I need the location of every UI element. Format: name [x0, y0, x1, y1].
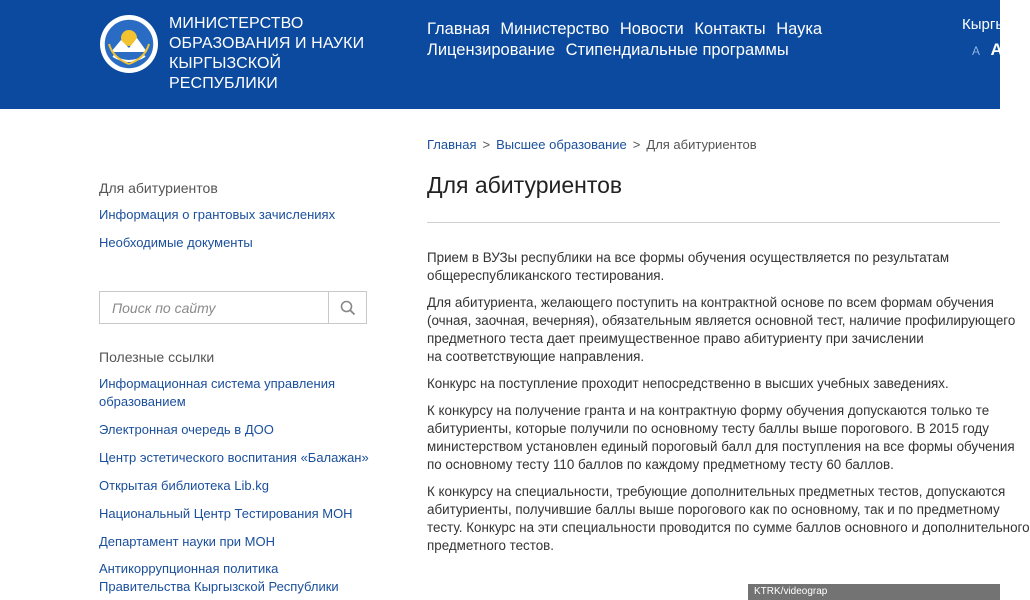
search-button[interactable]: [328, 292, 366, 323]
paragraph-line: Прием в ВУЗы республики на все формы обучения осуществляется по результатам: [427, 250, 950, 265]
sidebar-link-grant-info[interactable]: Информация о грантовых зачислениях: [99, 207, 336, 222]
nav-item-science[interactable]: Наука: [776, 20, 823, 38]
article-paragraph: [427, 294, 1016, 366]
useful-link-library[interactable]: Открытая библиотека Lib.kg: [99, 478, 269, 493]
font-size-large-button[interactable]: A: [990, 40, 1003, 59]
article-paragraph: [427, 375, 1000, 393]
sidebar-section-title: Для абитуриентов: [99, 180, 218, 196]
search-icon: [340, 300, 356, 316]
useful-link-line: Информационная система управления: [99, 376, 336, 391]
useful-link-edu-system[interactable]: [99, 375, 379, 411]
paragraph-line: Конкурс на поступление проходит непосредственно в высших учебных заведениях.: [427, 376, 949, 391]
article-paragraph: [427, 249, 1000, 285]
ministry-name[interactable]: [169, 14, 389, 94]
paragraph-line: Для абитуриента, желающего поступить на контрактной основе по всем формам обучения: [427, 295, 994, 310]
nav-item-scholarships[interactable]: Стипендиальные программы: [565, 41, 789, 59]
site-header: [0, 0, 1029, 109]
useful-link-line: Антикоррупционная политика: [99, 561, 279, 576]
breadcrumb-separator: >: [632, 137, 641, 152]
ministry-name-line: ОБРАЗОВАНИЯ И НАУКИ: [169, 35, 365, 52]
video-watermark: KTRK/videograp: [748, 584, 1000, 600]
paragraph-line: предметного тестов.: [427, 538, 554, 553]
breadcrumb-current: Для абитуриентов: [646, 137, 757, 152]
search-input[interactable]: [100, 292, 328, 323]
ministry-name-line: МИНИСТЕРСТВО: [169, 15, 304, 32]
state-emblem-icon[interactable]: [99, 14, 159, 74]
main-nav-row: [427, 40, 947, 61]
useful-link-balajan[interactable]: Центр эстетического воспитания «Балажан»: [99, 450, 369, 465]
breadcrumb: [427, 137, 757, 152]
nav-item-contacts[interactable]: Контакты: [694, 20, 766, 38]
search-box: [99, 291, 367, 324]
useful-link-line: Правительства Кыргызской Республики: [99, 579, 339, 594]
paragraph-line: абитуриенты, получившие баллы выше порогового как по основному, так и по предметному: [427, 502, 1000, 517]
breadcrumb-higher-education[interactable]: Высшее образование: [496, 137, 627, 152]
breadcrumb-home[interactable]: Главная: [427, 137, 477, 152]
font-size-small-button[interactable]: A: [972, 44, 981, 58]
font-size-switch: [972, 40, 1003, 60]
sidebar-link-documents[interactable]: Необходимые документы: [99, 235, 253, 250]
main-nav-row: [427, 19, 947, 40]
ministry-name-line: КЫРГЫЗСКОЙ: [169, 55, 282, 72]
useful-link-anticorruption[interactable]: [99, 560, 379, 596]
paragraph-line: (очная, заочная, вечерняя), обязательным является основной тест, наличие профилирующего: [427, 313, 1016, 328]
nav-item-ministry[interactable]: Министерство: [500, 20, 610, 38]
paragraph-line: по основному тесту 110 баллов по каждому предметному тесту 60 баллов.: [427, 457, 894, 472]
useful-link-queue[interactable]: Электронная очередь в ДОО: [99, 422, 274, 437]
useful-link-testing-center[interactable]: Национальный Центр Тестирования МОН: [99, 506, 353, 521]
ministry-name-line: РЕСПУБЛИКИ: [169, 75, 278, 92]
main-nav: [427, 19, 947, 61]
useful-links-title: Полезные ссылки: [99, 349, 215, 365]
paragraph-line: министерством установлен единый пороговый балл для поступления на все формы обучения: [427, 439, 1015, 454]
paragraph-line: на соответствующие направления.: [427, 349, 645, 364]
paragraph-line: тесту. Конкурс на эти специальности проводится по сумме баллов основного и дополнительного: [427, 520, 1030, 535]
nav-item-licensing[interactable]: Лицензирование: [427, 41, 555, 59]
paragraph-line: К конкурсу на специальности, требующие дополнительных предметных тестов, допускаются: [427, 484, 1006, 499]
paragraph-line: К конкурсу на получение гранта и на контрактную форму обучения допускаются только те: [427, 403, 990, 418]
breadcrumb-separator: >: [482, 137, 491, 152]
page-title: Для абитуриентов: [427, 172, 623, 198]
article-body: [427, 249, 1030, 564]
nav-item-home[interactable]: Главная: [427, 20, 490, 38]
article-paragraph: [427, 483, 1030, 555]
nav-item-news[interactable]: Новости: [619, 20, 684, 38]
useful-link-line: образованием: [99, 394, 186, 409]
title-divider: [427, 222, 1000, 223]
useful-link-science-dept[interactable]: Департамент науки при МОН: [99, 534, 275, 549]
language-switch[interactable]: Кыргызча: [962, 16, 1029, 33]
paragraph-line: абитуриенты, которые получили по основному тесту баллы выше порогового. В 2015 году: [427, 421, 989, 436]
paragraph-line: общереспубликанского тестирования.: [427, 268, 665, 283]
article-paragraph: [427, 402, 1015, 474]
paragraph-line: предметного теста дает преимущественное право абитуриенту при зачислении: [427, 331, 924, 346]
